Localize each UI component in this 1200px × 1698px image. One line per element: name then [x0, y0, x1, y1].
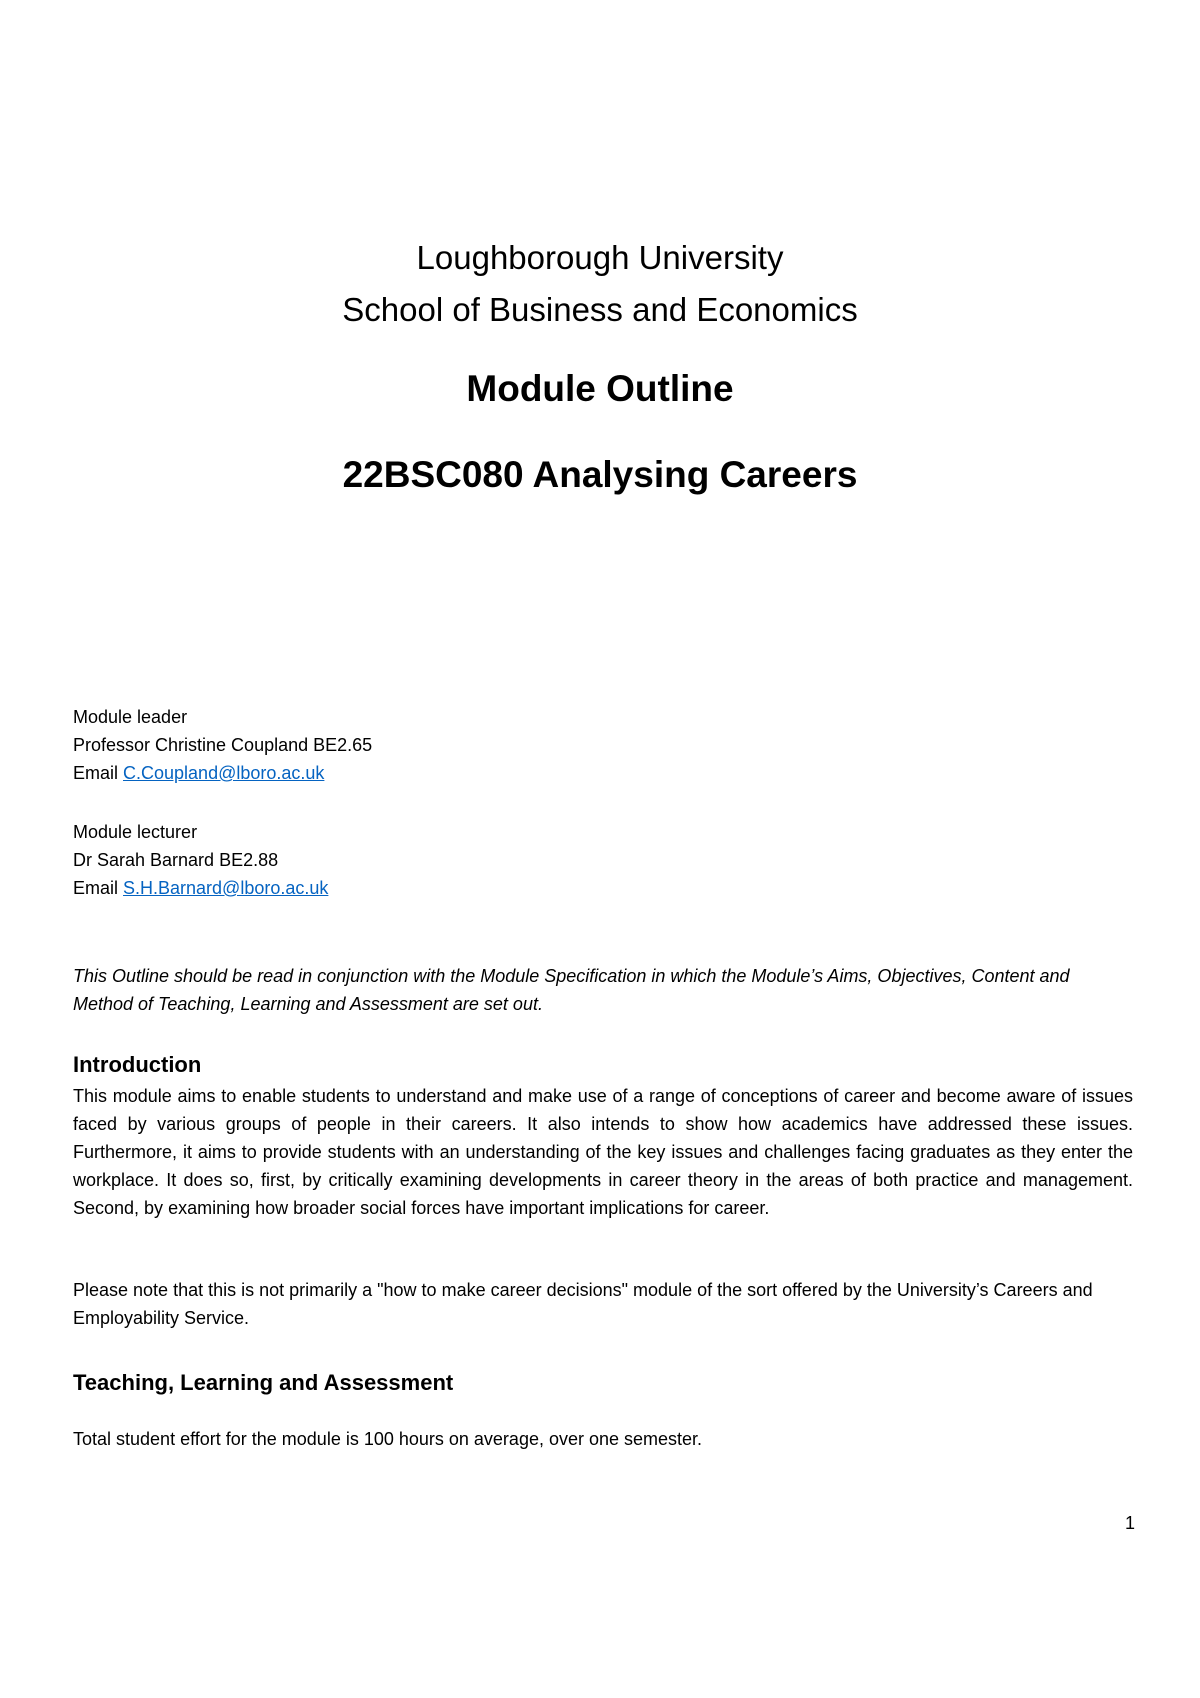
school-name: School of Business and Economics — [342, 291, 858, 328]
introduction-note-paragraph: Please note that this is not primarily a "how to make career decisions" module of the sort offered by the University’s Careers and Employability Service. — [73, 1280, 1093, 1328]
module-lecturer-role: Module lecturer — [73, 822, 198, 842]
email-label: Email — [73, 763, 124, 783]
document-title: Module Outline — [466, 368, 734, 409]
introduction-heading: Introduction — [73, 1052, 202, 1077]
module-lecturer-name: Dr Sarah Barnard BE2.88 — [73, 850, 279, 870]
introduction-paragraph: This module aims to enable students to understand and make use of a range of conceptions of career and become aware of issues faced by various groups of people in their careers. It also intends to show how academics have addressed these issues. Furthermore, it aims to provide students with an understanding of the key issues and challenges facing graduates as they enter the workplace. It does so, first, by critically examining developments in career theory in the areas of both practice and management. Second, by examining how broader social forces have important implications for career. — [73, 1086, 1133, 1218]
institution-block — [0, 232, 1200, 336]
module-leader-block — [73, 703, 372, 787]
university-name: Loughborough University — [416, 239, 784, 276]
student-effort-paragraph: Total student effort for the module is 100 hours on average, over one semester. — [73, 1429, 703, 1449]
module-lecturer-email-line — [73, 874, 328, 902]
specification-note: This Outline should be read in conjunction with the Module Specification in which the Module’s Aims, Objectives, Content and Method of Teaching, Learning and Assessment are set out. — [73, 966, 1070, 1014]
email-label: Email — [73, 878, 124, 898]
module-lecturer-email-link[interactable]: S.H.Barnard@lboro.ac.uk — [123, 878, 329, 898]
tla-heading: Teaching, Learning and Assessment — [73, 1370, 454, 1395]
module-code-title: 22BSC080 Analysing Careers — [342, 454, 858, 495]
module-leader-email-link[interactable]: C.Coupland@lboro.ac.uk — [123, 763, 325, 783]
module-lecturer-block — [73, 818, 328, 902]
module-leader-role: Module leader — [73, 707, 188, 727]
module-leader-name: Professor Christine Coupland BE2.65 — [73, 735, 373, 755]
page-number: 1 — [1124, 1513, 1135, 1533]
module-leader-email-line — [73, 759, 372, 787]
